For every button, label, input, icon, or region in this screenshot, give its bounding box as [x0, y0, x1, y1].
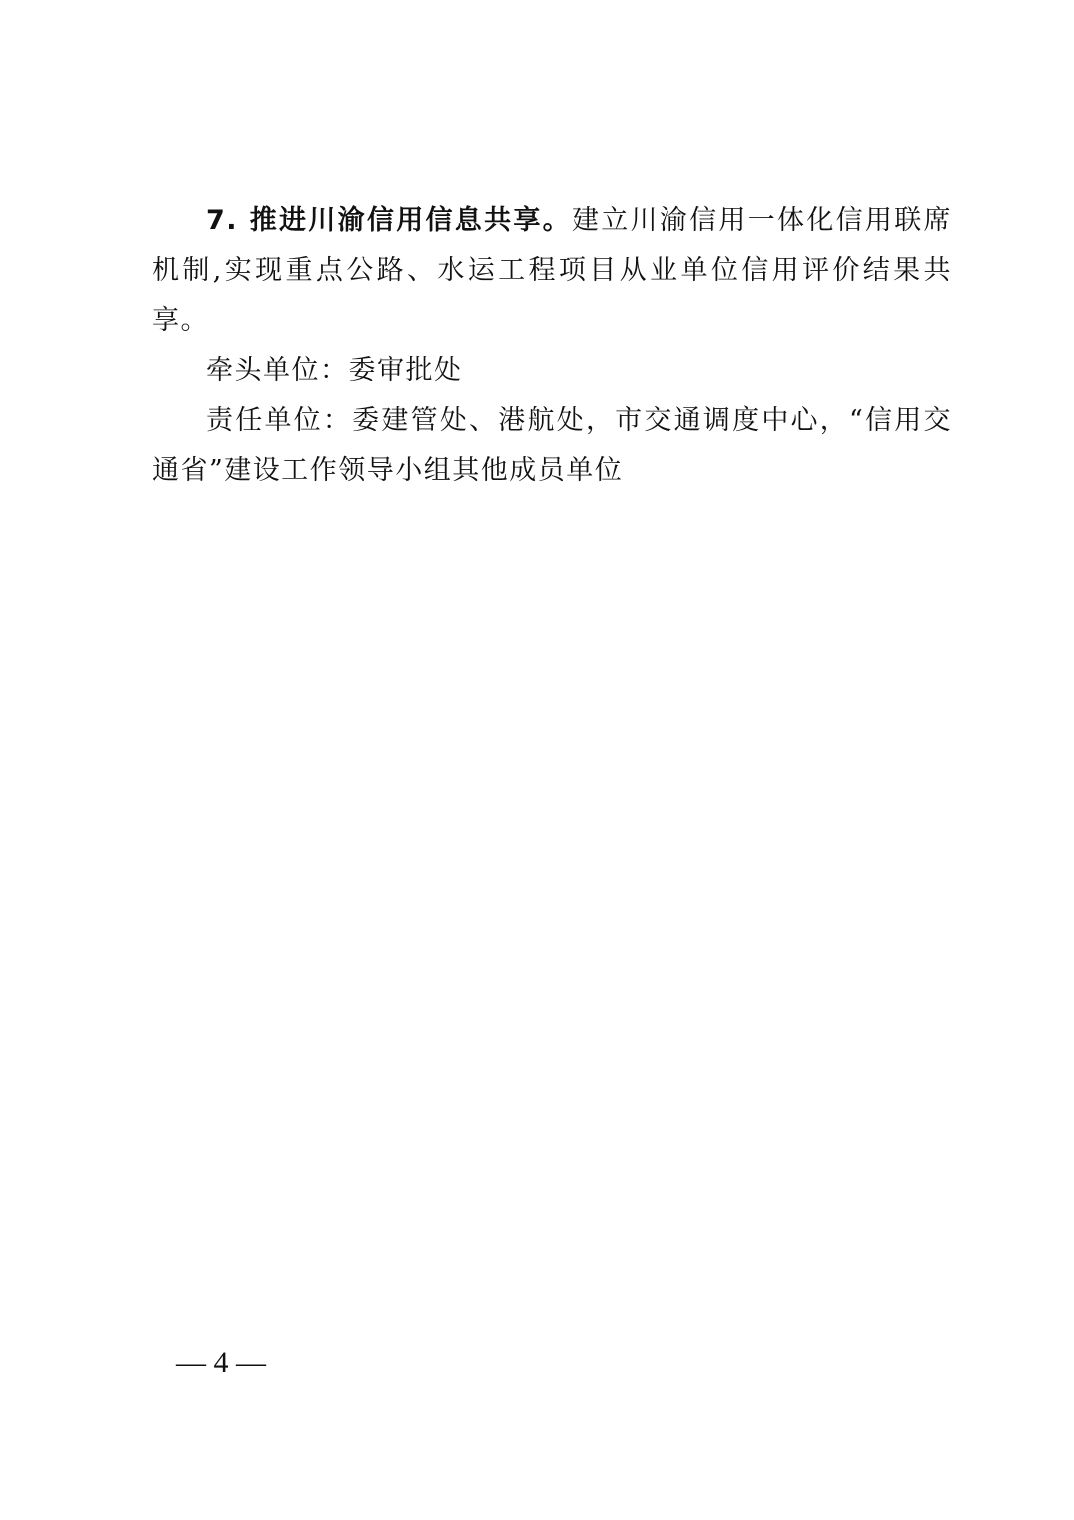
- lead-unit: 牵头单位：委审批处: [206, 355, 463, 386]
- page-number: — 4 —: [176, 1346, 266, 1379]
- item-paragraph: [152, 196, 952, 346]
- item-body: 建立川渝信用一体化信用联席机制,实现重点公路、水运工程项目从业单位信用评价结果共享。: [152, 205, 952, 336]
- item-heading: 7. 推进川渝信用信息共享。: [206, 205, 572, 236]
- document-body: [152, 196, 952, 496]
- responsible-unit: 责任单位：委建管处、港航处，市交通调度中心，“信用交通省”建设工作领导小组其他成员单位: [152, 405, 952, 486]
